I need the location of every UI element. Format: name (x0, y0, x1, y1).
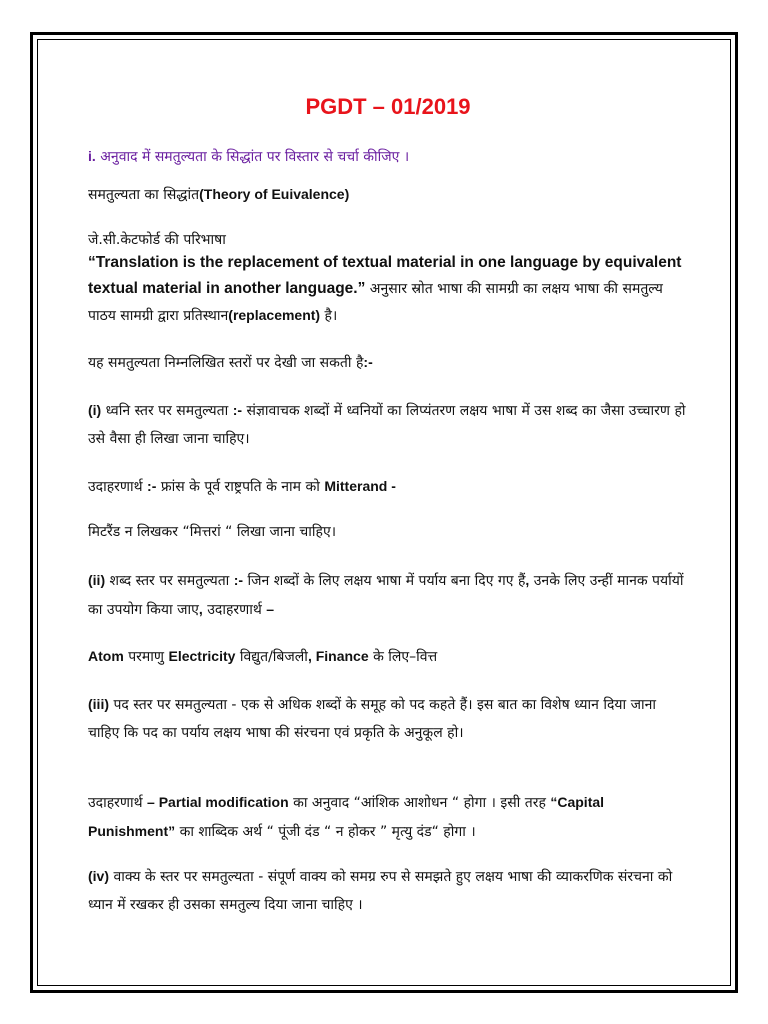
level-3-marker: (iii) (88, 696, 109, 712)
term-atom-def: परमाणु (123, 649, 169, 665)
level-4-marker: (iv) (88, 868, 109, 884)
example-1-text-1: उदाहरणार्थ (88, 479, 148, 495)
levels-intro-mark: :- (363, 354, 373, 370)
example-3-term-2: “Capital Punishment” (88, 794, 605, 839)
example-1-line (88, 472, 688, 501)
heading-english: (Theory of Euivalence) (199, 186, 350, 202)
level-2-comma-1: , (525, 572, 530, 588)
level-2-mark: :- (233, 572, 244, 588)
definition-label: जे.सी.केटफोर्ड की परिभाषा (88, 232, 226, 248)
terms-line (88, 642, 688, 671)
level-4-text: वाक्य के स्तर पर समतुल्यता - संपूर्ण वाक्य को समग्र रुप से समझते हुए लक्षय भाषा की व्याकरणिक संरचना को ध्यान में रखकर ही उसका समतुल्य दिया जाना चाहिए । (88, 869, 673, 913)
level-2-text-4: उदाहरणार्थ (202, 602, 267, 618)
level-4-paragraph (88, 862, 688, 919)
example-1-continuation: मिटरैंड न लिखकर “मित्तरां “ लिखा जाना चाहिए। (88, 524, 336, 540)
term-electricity: Electricity (168, 648, 236, 664)
term-finance: , Finance (307, 648, 369, 664)
level-1-paragraph (88, 396, 688, 453)
term-finance-def: के लिए–वित्त (368, 649, 438, 665)
level-2-text-3: उनके लिए उन्हीं मानक पर्यायों का उपयोग किया जाए (88, 573, 684, 618)
example-1-mark: :- (147, 478, 157, 494)
level-1-text-1: ध्वनि स्तर पर समतुल्यता (101, 403, 233, 419)
term-electricity-def: विद्युत/बिजली (235, 649, 308, 665)
level-2-paragraph (88, 566, 688, 624)
question-text: अनुवाद में समतुल्यता के सिद्धांत पर विस्तार से चर्चा कीजिए । (95, 149, 410, 165)
example-3-term-1: – Partial modification (147, 794, 289, 810)
document-title: PGDT – 01/2019 (305, 94, 471, 119)
example-3-text-1: उदाहरणार्थ (88, 795, 148, 811)
level-2-text-2: जिन शब्दों के लिए लक्षय भाषा में पर्याय बना दिए गए हैं (243, 573, 526, 589)
definition-text-1: अनुसार स्रोत भाषा की सामग्री का लक्षय भाषा की समतुल्य पाठय सामग्री द्वारा प्रतिस्थान (88, 281, 663, 324)
term-atom: Atom (88, 648, 124, 664)
section-heading (88, 180, 688, 209)
level-2-text-1: शब्द स्तर पर समतुल्यता (105, 573, 234, 589)
level-2-marker: (ii) (88, 572, 106, 588)
level-2-comma-2: , (198, 601, 203, 617)
levels-intro-text: यह समतुल्यता निम्नलिखित स्तरों पर देखी जा सकती है (88, 355, 364, 371)
example-3-text-3: का शाब्दिक अर्थ “ पूंजी दंड “ न होकर ” मृत्यु दंड“ होगा । (175, 824, 476, 840)
level-1-text-2: संज्ञावाचक शब्दों में ध्वनियों का लिप्यंतरण लक्षय भाषा में उस शब्द का जैसा उच्चारण हो उसे वैसा ही लिखा जाना चाहिए। (88, 403, 686, 447)
question-number: i. (88, 148, 96, 164)
definition-quote: “Translation is the replacement of textual material in one language by equivalent textual material in another language.” (88, 254, 682, 297)
level-1-marker: (i) (88, 402, 102, 418)
level-3-paragraph (88, 690, 688, 747)
example-3-paragraph (88, 788, 688, 846)
example-1-term: Mitterand - (324, 478, 396, 494)
question-line (88, 142, 688, 171)
example-3-text-2: का अनुवाद “आंशिक आशोधन “ होगा । इसी तरह (288, 795, 551, 811)
level-3-text: पद स्तर पर समतुल्यता - एक से अधिक शब्दों के समूह को पद कहते हैं। इस बात का विशेष ध्यान दिया जाना चाहिए कि पद का पर्याय लक्षय भाषा की संरचना एवं प्रकृति के अनुकूल हो। (88, 697, 657, 741)
definition-paragraph (88, 250, 688, 329)
example-1-text-2: फ्रांस के पूर्व राष्ट्रपति के नाम को (156, 479, 325, 495)
level-2-dash: – (266, 601, 275, 617)
definition-text-2: है। (320, 308, 338, 324)
level-1-mark: :- (232, 402, 243, 418)
definition-replacement: (replacement) (228, 307, 321, 323)
heading-hindi: समतुल्यता का सिद्धांत (88, 187, 200, 203)
levels-intro (88, 348, 688, 377)
